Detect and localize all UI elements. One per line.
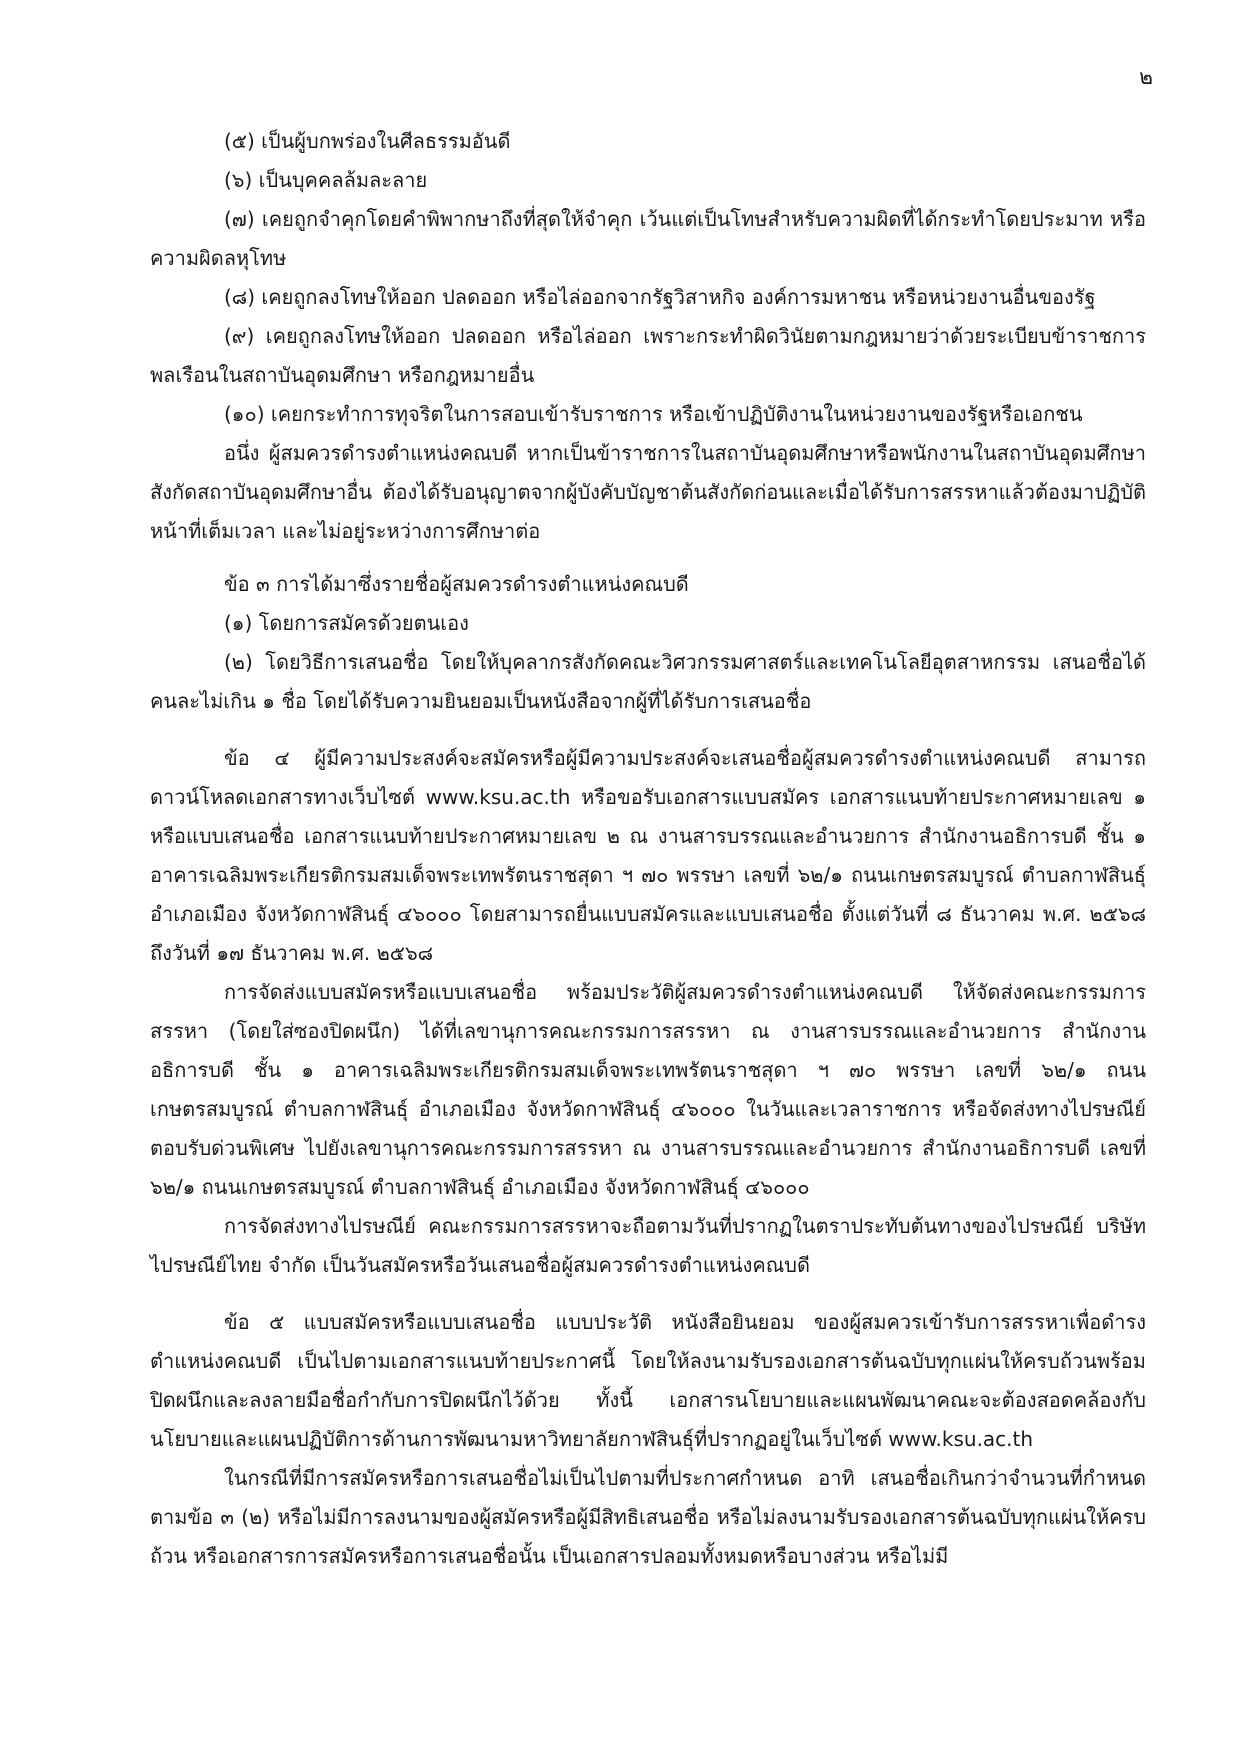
clause-10: (๑๐) เคยกระทำการทุจริตในการสอบเข้ารับราชการ หรือเข้าปฏิบัติงานในหน่วยงานของรัฐหรือเอกชน xyxy=(224,402,1083,426)
section-4: ข้อ ๔ ผู้มีความประสงค์จะสมัครหรือผู้มีความประสงค์จะเสนอชื่อผู้สมควรดำรงตำแหน่งคณบดี สามารถดาวน์โหลดเอกสารทางเว็บไซต์ www.ksu.ac.th หรือขอรับเอกสารแบบสมัคร เอกสารแนบท้ายประกาศหมายเลข ๑ หรือแบบเสนอชื่อ เอกสารแนบท้ายประกาศหมายเลข ๒ ณ งานสารบรรณและอำนวยการ สำนักงานอธิการบดี ชั้น ๑ อาคารเฉลิมพระเกียรติกรมสมเด็จพระเทพรัตนราชสุดา ฯ ๗๐ พรรษา เลขที่ ๖๒/๑ ถนนเกษตรสมบูรณ์ ตำบลกาฬสินธุ์ อำเภอเมือง จังหวัดกาฬสินธุ์ ๔๖๐๐๐ โดยสามารถยื่นแบบสมัครและแบบเสนอชื่อ ตั้งแต่วันที่ ๘ ธันวาคม พ.ศ. ๒๕๖๘ ถึงวันที่ ๑๗ ธันวาคม พ.ศ. ๒๕๖๘ xyxy=(150,746,1146,965)
submission-instructions: การจัดส่งแบบสมัครหรือแบบเสนอชื่อ พร้อมประวัติผู้สมควรดำรงตำแหน่งคณบดี ให้จัดส่งคณะกรรมการสรรหา (โดยใส่ซองปิดผนึก) ได้ที่เลขานุการคณะกรรมการสรรหา ณ งานสารบรรณและอำนวยการ สำนักงานอธิการบดี ชั้น ๑ อาคารเฉลิมพระเกียรติกรมสมเด็จพระเทพรัตนราชสุดา ฯ ๗๐ พรรษา เลขที่ ๖๒/๑ ถนนเกษตรสมบูรณ์ ตำบลกาฬสินธุ์ อำเภอเมือง จังหวัดกาฬสินธุ์ ๔๖๐๐๐ ในวันและเวลาราชการ หรือจัดส่งทางไปรษณีย์ตอบรับด่วนพิเศษ ไปยังเลขานุการคณะกรรมการสรรหา ณ งานสารบรรณและอำนวยการ สำนักงานอธิการบดี เลขที่ ๖๒/๑ ถนนเกษตรสมบูรณ์ ตำบลกาฬสินธุ์ อำเภอเมือง จังหวัดกาฬสินธุ์ ๔๖๐๐๐ xyxy=(150,980,1147,1199)
employment-note: อนึ่ง ผู้สมควรดำรงตำแหน่งคณบดี หากเป็นข้าราชการในสถาบันอุดมศึกษาหรือพนักงานในสถาบันอุดมศึกษาสังกัดสถาบันอุดมศึกษาอื่น ต้องได้รับอนุญาตจากผู้บังคับบัญชาต้นสังกัดก่อนและเมื่อได้รับการสรรหาแล้วต้องมาปฏิบัติหน้าที่เต็มเวลา และไม่อยู่ระหว่างการศึกษาต่อ xyxy=(150,441,1146,543)
page-number: ๒ xyxy=(1139,65,1153,89)
clause-8: (๘) เคยถูกลงโทษให้ออก ปลดออก หรือไล่ออกจากรัฐวิสาหกิจ องค์การมหาชน หรือหน่วยงานอื่นของรัฐ xyxy=(224,285,1096,309)
clause-6: (๖) เป็นบุคคลล้มละลาย xyxy=(224,168,428,192)
clause-5: (๕) เป็นผู้บกพร่องในศีลธรรมอันดี xyxy=(224,129,511,153)
document-body xyxy=(150,122,1146,1576)
section-5: ข้อ ๕ แบบสมัครหรือแบบเสนอชื่อ แบบประวัติ หนังสือยินยอม ของผู้สมควรเข้ารับการสรรหาเพื่อดำรงตำแหน่งคณบดี เป็นไปตามเอกสารแนบท้ายประกาศนี้ โดยให้ลงนามรับรองเอกสารต้นฉบับทุกแผ่นให้ครบถ้วนพร้อมปิดผนึกและลงลายมือชื่อกำกับการปิดผนึกไว้ด้วย ทั้งนี้ เอกสารนโยบายและแผนพัฒนาคณะจะต้องสอดคล้องกับนโยบายและแผนปฏิบัติการด้านการพัฒนามหาวิทยาลัยกาฬสินธุ์ที่ปรากฏอยู่ในเว็บไซต์ www.ksu.ac.th xyxy=(150,1310,1146,1451)
invalid-submission-note: ในกรณีที่มีการสมัครหรือการเสนอชื่อไม่เป็นไปตามที่ประกาศกำหนด อาทิ เสนอชื่อเกินกว่าจำนวนที่กำหนดตามข้อ ๓ (๒) หรือไม่มีการลงนามของผู้สมัครหรือผู้มีสิทธิเสนอชื่อ หรือไม่ลงนามรับรองเอกสารต้นฉบับทุกแผ่นให้ครบถ้วน หรือเอกสารการสมัครหรือการเสนอชื่อนั้น เป็นเอกสารปลอมทั้งหมดหรือบางส่วน หรือไม่มี xyxy=(150,1466,1146,1568)
postal-submission-note: การจัดส่งทางไปรษณีย์ คณะกรรมการสรรหาจะถือตามวันที่ปรากฏในตราประทับต้นทางของไปรษณีย์ บริษัท ไปรษณีย์ไทย จำกัด เป็นวันสมัครหรือวันเสนอชื่อผู้สมควรดำรงตำแหน่งคณบดี xyxy=(150,1214,1146,1277)
section-3-item-1: (๑) โดยการสมัครด้วยตนเอง xyxy=(224,611,469,635)
clause-7: (๗) เคยถูกจำคุกโดยคำพิพากษาถึงที่สุดให้จำคุก เว้นแต่เป็นโทษสำหรับความผิดที่ได้กระทำโดยประมาท หรือความผิดลหุโทษ xyxy=(150,207,1146,270)
section-3-heading: ข้อ ๓ การได้มาซึ่งรายชื่อผู้สมควรดำรงตำแหน่งคณบดี xyxy=(224,572,689,596)
section-3-item-2: (๒) โดยวิธีการเสนอชื่อ โดยให้บุคลากรสังกัดคณะวิศวกรรมศาสตร์และเทคโนโลยีอุตสาหกรรม เสนอชื่อได้คนละไม่เกิน ๑ ชื่อ โดยได้รับความยินยอมเป็นหนังสือจากผู้ที่ได้รับการเสนอชื่อ xyxy=(150,650,1146,713)
clause-9: (๙) เคยถูกลงโทษให้ออก ปลดออก หรือไล่ออก เพราะกระทำผิดวินัยตามกฎหมายว่าด้วยระเบียบข้าราชการพลเรือนในสถาบันอุดมศึกษา หรือกฎหมายอื่น xyxy=(150,324,1146,387)
